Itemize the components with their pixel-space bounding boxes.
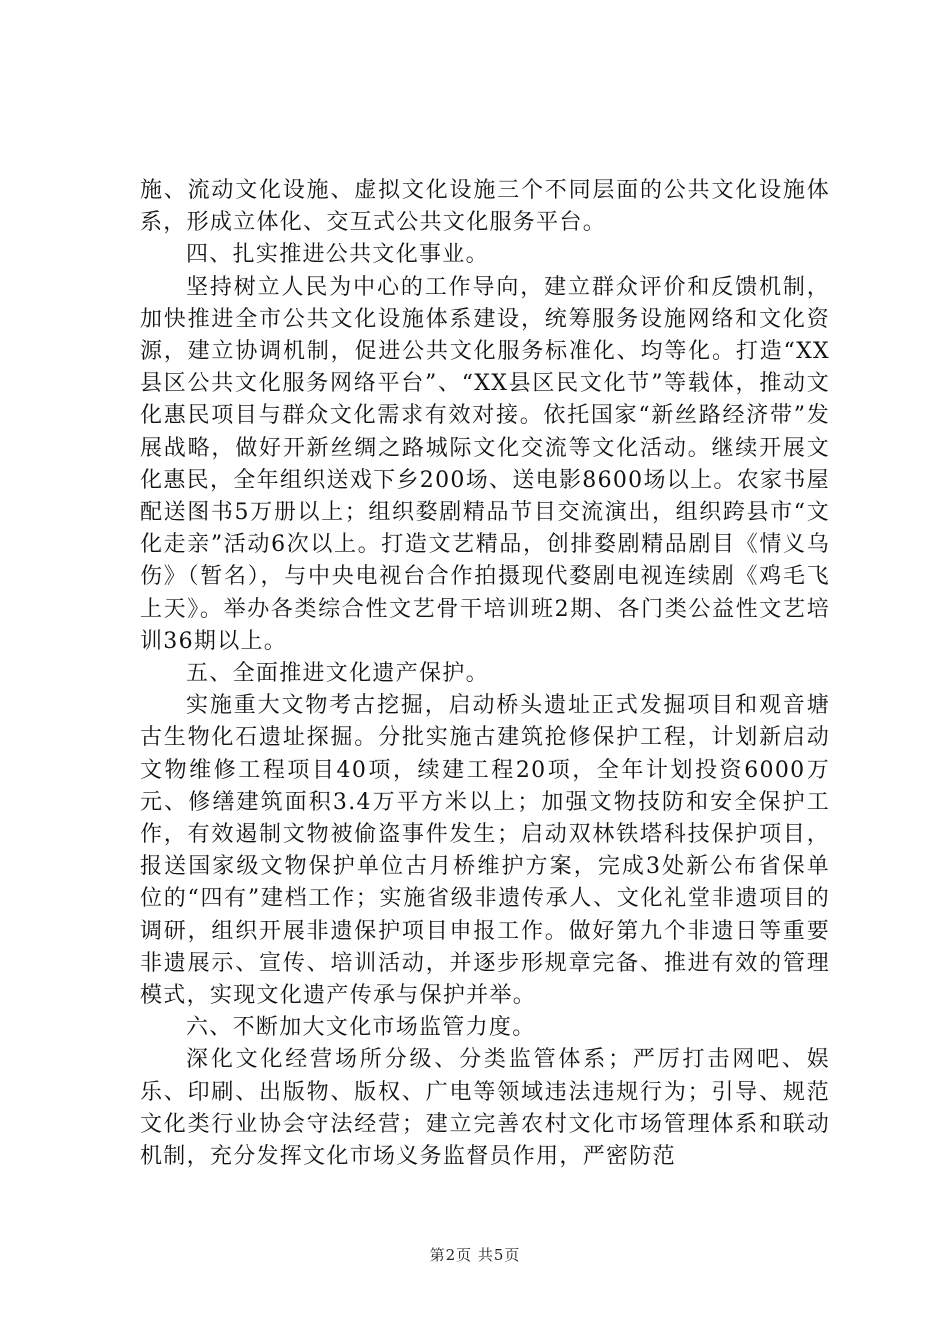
section-heading-5: 五、全面推进文化遗产保护。 <box>186 661 489 687</box>
paragraph-market-supervision: 深化文化经营场所分级、分类监管体系；严厉打击网吧、娱乐、印刷、出版物、版权、广电等领域违法违规行为；引导、规范文化类行业协会守法经营；建立完善农村文化市场管理体系和联动机制，充分发挥文化市场义务监督员作用，严密防范 <box>140 1047 830 1170</box>
paragraph-heritage-protection: 实施重大文物考古挖掘，启动桥头遗址正式发掘项目和观音塘古生物化石遗址探掘。分批实施古建筑抢修保护工程，计划新启动文物维修工程项目40项，续建工程20项，全年计划投资6000万元、修缮建筑面积3.4万平方米以上；加强文物技防和安全保护工作，有效遏制文物被偷盗事件发生；启动双林铁塔科技保护项目，报送国家级文物保护单位古月桥维护方案，完成3处新公布省保单位的“四有”建档工作；实施省级非遗传承人、文化礼堂非遗项目的调研，组织开展非遗保护项目申报工作。做好第九个非遗日等重要非遗展示、宣传、培训活动，并逐步形规章完备、推进有效的管理模式，实现文化遗产传承与保护并举。 <box>140 693 830 1009</box>
section-heading-6: 六、不断加大文化市场监管力度。 <box>186 1015 536 1041</box>
paragraph-public-culture: 坚持树立人民为中心的工作导向，建立群众评价和反馈机制，加快推进全市公共文化设施体系建设，统筹服务设施网络和文化资源，建立协调机制，促进公共文化服务标准化、均等化。打造“XX县区公共文化服务网络平台”、“XX县区民文化节”等载体，推动文化惠民项目与群众文化需求有效对接。依托国家“新丝路经济带”发展战略，做好开新丝绸之路城际文化交流等文化活动。继续开展文化惠民，全年组织送戏下乡200场、送电影8600场以上。农家书屋配送图书5万册以上；组织婺剧精品节目交流演出，组织跨县市“文化走亲”活动6次以上。打造文艺精品，创排婺剧精品剧目《情义乌伤》（暂名），与中央电视台合作拍摄现代婺剧电视连续剧《鸡毛飞上天》。举办各类综合性文艺骨干培训班2期、各门类公益性文艺培训36期以上。 <box>140 274 830 654</box>
section-heading-4: 四、扎实推进公共文化事业。 <box>186 242 489 268</box>
paragraph-continuation: 施、流动文化设施、虚拟文化设施三个不同层面的公共文化设施体系，形成立体化、交互式公共文化服务平台。 <box>140 178 830 236</box>
document-body <box>140 175 830 1173</box>
page-footer: 第2页 共5页 <box>429 1246 521 1264</box>
